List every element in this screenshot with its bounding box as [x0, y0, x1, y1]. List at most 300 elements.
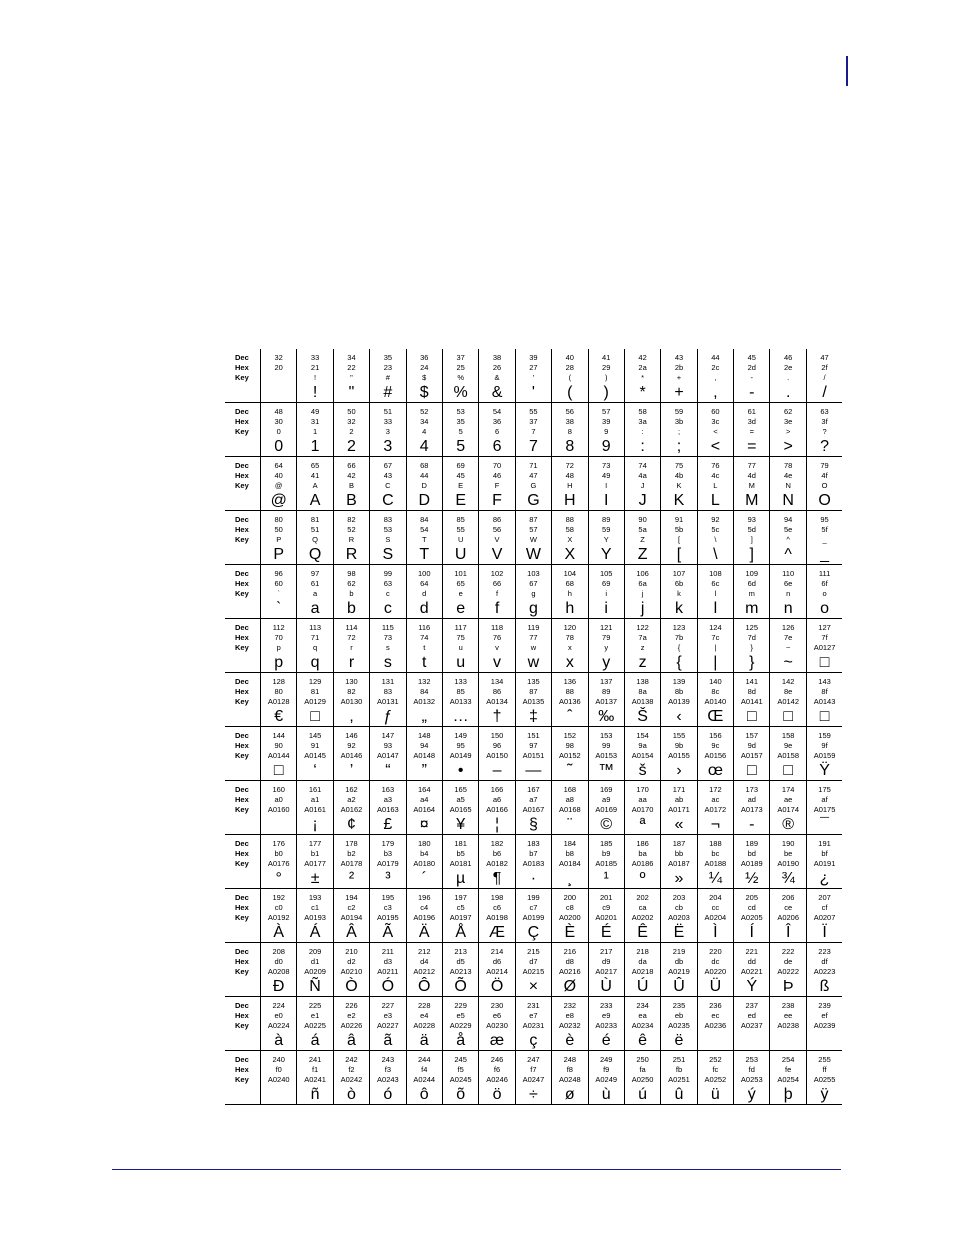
key-value: A0159: [813, 751, 836, 760]
dec-value: 93: [747, 515, 756, 524]
glyph: Â: [346, 924, 357, 941]
char-row: [225, 781, 842, 835]
hex-value: 51: [310, 525, 320, 534]
dec-value: 188: [709, 839, 722, 848]
hex-value: 43: [383, 471, 393, 480]
glyph: Œ: [707, 708, 724, 725]
key-value: q: [313, 643, 318, 652]
glyph: j: [640, 600, 645, 617]
key-value: A0192: [267, 913, 290, 922]
char-cell: [333, 1051, 369, 1104]
glyph: È: [564, 924, 576, 941]
glyph: ‚: [349, 708, 354, 725]
char-cell: [296, 835, 332, 888]
glyph: -: [749, 384, 755, 401]
key-value: A0254: [777, 1075, 799, 1084]
glyph: ¹: [603, 870, 609, 887]
hex-value: ce: [784, 903, 793, 912]
key-value: A0234: [631, 1021, 654, 1030]
dec-value: 213: [454, 947, 467, 956]
char-cell: [406, 889, 442, 942]
char-cell: [660, 997, 696, 1050]
hex-value: dd: [747, 957, 756, 966]
glyph: ?: [820, 438, 829, 455]
row-labels: [225, 835, 260, 888]
dec-value: 53: [456, 407, 465, 416]
glyph: à: [274, 1032, 284, 1049]
glyph: &: [491, 384, 503, 401]
char-cell: [551, 403, 587, 456]
char-cell: [624, 1051, 660, 1104]
char-cell: [806, 835, 842, 888]
char-cell: [733, 511, 769, 564]
dec-value: 139: [672, 677, 686, 686]
char-cell: [769, 565, 805, 618]
dec-value: 182: [490, 839, 504, 848]
hex-value: da: [638, 957, 647, 966]
char-cell: [442, 1051, 478, 1104]
char-cell: [588, 349, 624, 402]
key-value: Q: [312, 535, 318, 544]
dec-value: 56: [565, 407, 574, 416]
char-cell: [806, 889, 842, 942]
char-cell: [515, 565, 551, 618]
char-cell: [296, 781, 332, 834]
hex-value: b4: [420, 849, 429, 858]
glyph: À: [273, 924, 285, 941]
dec-value: 147: [381, 731, 395, 740]
key-value: A0198: [486, 913, 508, 922]
char-cell: [406, 619, 442, 672]
dec-value: 136: [563, 677, 577, 686]
key-value: A0217: [595, 967, 618, 976]
hex-value: 3c: [711, 417, 720, 426]
hex-value: b8: [565, 849, 574, 858]
glyph: g: [528, 600, 538, 617]
hex-value: 6d: [747, 579, 756, 588]
dec-value: 246: [490, 1055, 504, 1064]
hex-value: 47: [529, 471, 538, 480]
dec-value: 190: [781, 839, 795, 848]
char-cell: [624, 889, 660, 942]
char-cell: [588, 565, 624, 618]
key-value: N: [785, 481, 791, 490]
dec-value: 92: [711, 515, 720, 524]
key-value: y: [604, 643, 609, 652]
row-labels: [225, 511, 260, 564]
hex-value: 5e: [783, 525, 793, 534]
row-labels: [225, 727, 260, 780]
key-value: 7: [531, 427, 536, 436]
row-label-dec: Dec: [235, 569, 249, 578]
hex-value: 30: [274, 417, 283, 426]
hex-value: 89: [602, 687, 611, 696]
dec-value: 184: [563, 839, 577, 848]
dec-value: 255: [818, 1055, 831, 1064]
glyph: é: [601, 1032, 611, 1049]
glyph: >: [783, 438, 793, 455]
glyph: o: [820, 600, 829, 617]
glyph: ´: [421, 870, 427, 887]
char-cell: [697, 835, 733, 888]
key-value: A0141: [740, 697, 763, 706]
key-value: A0169: [595, 805, 618, 814]
dec-value: 58: [638, 407, 647, 416]
glyph: Ù: [600, 978, 612, 995]
hex-value: ec: [711, 1011, 720, 1020]
char-cell: [697, 781, 733, 834]
hex-value: fa: [639, 1065, 646, 1074]
char-cell: [442, 403, 478, 456]
char-cell: [515, 673, 551, 726]
dec-value: 192: [272, 893, 285, 902]
key-value: A0167: [522, 805, 545, 814]
char-cell: [806, 1051, 842, 1104]
hex-value: cd: [747, 903, 756, 912]
key-value: 9: [604, 427, 609, 436]
hex-value: 5c: [711, 525, 720, 534]
dec-value: 119: [527, 623, 540, 632]
hex-value: 36: [492, 417, 502, 426]
hex-value: 9b: [674, 741, 684, 750]
char-cell: [588, 997, 624, 1050]
dec-value: 143: [818, 677, 831, 686]
dec-value: 171: [672, 785, 686, 794]
dec-value: 205: [745, 893, 759, 902]
key-value: v: [495, 643, 499, 652]
key-value: 8: [567, 427, 572, 436]
glyph: 1: [310, 438, 320, 455]
key-value: =: [749, 427, 754, 436]
key-value: A0197: [449, 913, 472, 922]
glyph: h: [565, 600, 575, 617]
glyph: [261, 816, 296, 834]
key-value: J: [640, 481, 645, 490]
glyph: a: [310, 600, 320, 617]
char-cell: [806, 619, 842, 672]
hex-value: fc: [712, 1065, 719, 1074]
key-value: A0194: [340, 913, 363, 922]
hex-value: b2: [347, 849, 356, 858]
key-value: A0164: [413, 805, 436, 814]
char-cell: [697, 619, 733, 672]
glyph: ©: [600, 816, 613, 833]
key-value: A0209: [304, 967, 326, 976]
glyph: B: [346, 492, 357, 509]
key-value: 2: [349, 427, 354, 436]
glyph: ®: [782, 816, 795, 833]
key-value: c: [385, 589, 390, 598]
hex-value: fe: [785, 1065, 792, 1074]
char-cell: [551, 835, 587, 888]
dec-value: 104: [563, 569, 577, 578]
key-value: A0137: [595, 697, 618, 706]
dec-value: 248: [563, 1055, 577, 1064]
hex-value: ca: [638, 903, 647, 912]
char-cell: [769, 403, 805, 456]
dec-value: 105: [599, 569, 613, 578]
char-cell: [333, 457, 369, 510]
dec-value: 47: [820, 353, 829, 362]
key-value: 3: [385, 427, 390, 436]
char-cell: [260, 403, 296, 456]
glyph: 6: [492, 438, 502, 455]
key-value: \: [714, 535, 717, 544]
key-value: A0244: [413, 1075, 436, 1084]
char-cell: [733, 943, 769, 996]
char-cell: [442, 673, 478, 726]
hex-value: 52: [347, 525, 356, 534]
hex-value: f9: [603, 1065, 610, 1074]
hex-value: 33: [383, 417, 393, 426]
dec-value: 62: [783, 407, 793, 416]
char-cell: [660, 457, 696, 510]
key-value: A0237: [740, 1021, 763, 1030]
char-cell: [551, 673, 587, 726]
hex-value: a3: [383, 795, 393, 804]
char-cell: [478, 619, 514, 672]
char-cell: [660, 943, 696, 996]
key-value: !: [314, 373, 317, 382]
key-value: W: [529, 535, 537, 544]
hex-value: a5: [456, 795, 465, 804]
hex-value: c1: [311, 903, 320, 912]
hex-value: 4d: [747, 471, 756, 480]
glyph: _: [820, 546, 829, 563]
glyph: Ç: [527, 924, 540, 941]
hex-value: 81: [310, 687, 320, 696]
row-label-hex: Hex: [235, 417, 249, 426]
key-value: A0233: [595, 1021, 618, 1030]
char-cell: [697, 943, 733, 996]
glyph: ¬: [710, 816, 721, 833]
hex-value: b1: [310, 849, 320, 858]
char-cell: [369, 565, 405, 618]
char-cell: [624, 619, 660, 672]
glyph: T: [419, 546, 430, 563]
dec-value: 155: [672, 731, 686, 740]
glyph: ÿ: [820, 1086, 829, 1103]
glyph: [261, 1086, 296, 1104]
char-cell: [697, 673, 733, 726]
dec-value: 107: [672, 569, 686, 578]
hex-value: 73: [383, 633, 393, 642]
glyph: |: [713, 654, 718, 671]
dec-value: 200: [563, 893, 577, 902]
glyph: i: [604, 600, 608, 617]
key-value: i: [605, 589, 608, 598]
key-value: k: [677, 589, 681, 598]
glyph: f: [494, 600, 500, 617]
dec-value: 227: [381, 1001, 395, 1010]
glyph: [770, 1032, 805, 1050]
char-cell: [369, 403, 405, 456]
dec-value: 102: [490, 569, 504, 578]
glyph: A: [309, 492, 321, 509]
hex-value: 8f: [821, 687, 828, 696]
glyph: Ÿ: [819, 762, 830, 779]
hex-value: 96: [492, 741, 502, 750]
key-value: A0176: [267, 859, 290, 868]
key-value: A0136: [558, 697, 581, 706]
dec-value: 121: [599, 623, 613, 632]
key-value: A0182: [486, 859, 508, 868]
key-value: A0232: [558, 1021, 581, 1030]
hex-value: 9f: [821, 741, 828, 750]
key-value: A0154: [631, 751, 654, 760]
key-value: A0174: [777, 805, 799, 814]
dec-value: 161: [308, 785, 322, 794]
glyph: H: [564, 492, 576, 509]
dec-value: 217: [599, 947, 613, 956]
char-cell: [624, 997, 660, 1050]
glyph: ¡: [312, 816, 318, 833]
glyph: ³: [385, 870, 391, 887]
key-value: I: [605, 481, 608, 490]
key-value: A0152: [558, 751, 581, 760]
glyph: µ: [456, 870, 466, 887]
glyph: %: [453, 384, 468, 401]
dec-value: 61: [747, 407, 756, 416]
char-cell: [260, 457, 296, 510]
char-cell: [296, 511, 332, 564]
hex-value: 50: [274, 525, 283, 534]
glyph: p: [274, 654, 284, 671]
char-cell: [551, 889, 587, 942]
hex-value: e8: [565, 1011, 574, 1020]
key-value: A0132: [413, 697, 436, 706]
char-cell: [296, 673, 332, 726]
glyph: 5: [456, 438, 466, 455]
key-value: d: [422, 589, 427, 598]
key-value: A0140: [704, 697, 727, 706]
char-cell: [333, 619, 369, 672]
dec-value: 146: [345, 731, 358, 740]
char-cell: [624, 781, 660, 834]
hex-value: 5a: [638, 525, 647, 534]
char-cell: [442, 565, 478, 618]
char-cell: [478, 889, 514, 942]
key-value: A0181: [449, 859, 472, 868]
key-value: A0214: [486, 967, 508, 976]
char-cell: [660, 619, 696, 672]
key-value: A0133: [449, 697, 472, 706]
dec-value: 229: [454, 1001, 467, 1010]
glyph: Ý: [746, 978, 758, 995]
key-value: >: [785, 427, 791, 436]
char-cell: [515, 457, 551, 510]
key-value: A0236: [704, 1021, 727, 1030]
char-cell: [551, 619, 587, 672]
hex-value: e2: [347, 1011, 356, 1020]
key-value: [261, 373, 296, 383]
char-cell: [333, 565, 369, 618]
dec-value: 170: [636, 785, 649, 794]
glyph: c: [383, 600, 392, 617]
char-cell: [806, 511, 842, 564]
dec-value: 130: [345, 677, 358, 686]
dec-value: 177: [308, 839, 322, 848]
row-labels: [225, 943, 260, 996]
hex-value: d8: [565, 957, 574, 966]
glyph: ô: [419, 1086, 429, 1103]
key-value: A0138: [631, 697, 654, 706]
char-cell: [369, 997, 405, 1050]
hex-value: aa: [638, 795, 647, 804]
dec-value: 157: [745, 731, 759, 740]
key-value: 6: [494, 427, 500, 436]
glyph: º: [639, 870, 646, 887]
key-value: A0190: [777, 859, 799, 868]
glyph: □: [783, 708, 793, 725]
key-value: A0171: [668, 805, 690, 814]
key-value: E: [458, 481, 464, 490]
glyph: q: [310, 654, 320, 671]
char-cell: [442, 619, 478, 672]
key-value: b: [349, 589, 354, 598]
glyph: »: [674, 870, 684, 887]
key-value: K: [676, 481, 682, 490]
glyph: ö: [492, 1086, 502, 1103]
glyph: …: [452, 708, 469, 725]
dec-value: 234: [636, 1001, 649, 1010]
key-value: A0252: [704, 1075, 727, 1084]
hex-value: db: [674, 957, 684, 966]
glyph: *: [639, 384, 646, 401]
key-value: P: [276, 535, 282, 544]
hex-value: 63: [383, 579, 393, 588]
char-cell: [769, 673, 805, 726]
char-cell: [733, 727, 769, 780]
hex-value: 55: [456, 525, 465, 534]
glyph: ): [603, 384, 609, 401]
key-value: ': [532, 373, 535, 382]
dec-value: 57: [602, 407, 611, 416]
char-cell: [624, 403, 660, 456]
glyph: Ê: [637, 924, 648, 941]
char-cell: [806, 997, 842, 1050]
glyph: X: [564, 546, 576, 563]
char-cell: [333, 835, 369, 888]
row-label-key: Key: [235, 805, 249, 814]
dec-value: 68: [420, 461, 429, 470]
hex-value: 4e: [783, 471, 793, 480]
dec-value: 118: [491, 623, 504, 632]
hex-value: 45: [456, 471, 465, 480]
glyph: 9: [601, 438, 611, 455]
hex-value: 40: [274, 471, 283, 480]
glyph: !: [312, 384, 318, 401]
dec-value: 144: [272, 731, 285, 740]
glyph: □: [746, 762, 757, 779]
hex-value: a2: [347, 795, 356, 804]
char-cell: [515, 835, 551, 888]
dec-value: 252: [709, 1055, 722, 1064]
row-label-dec: Dec: [235, 785, 249, 794]
footer-rule: [112, 1169, 841, 1170]
hex-value: 7c: [711, 633, 720, 642]
glyph: ç: [529, 1032, 538, 1049]
char-cell: [733, 619, 769, 672]
char-cell: [624, 727, 660, 780]
char-cell: [260, 511, 296, 564]
char-cell: [660, 889, 696, 942]
hex-value: 78: [565, 633, 574, 642]
char-cell: [733, 565, 769, 618]
key-value: A0128: [267, 697, 290, 706]
key-value: A0201: [595, 913, 618, 922]
key-value: A0129: [304, 697, 326, 706]
